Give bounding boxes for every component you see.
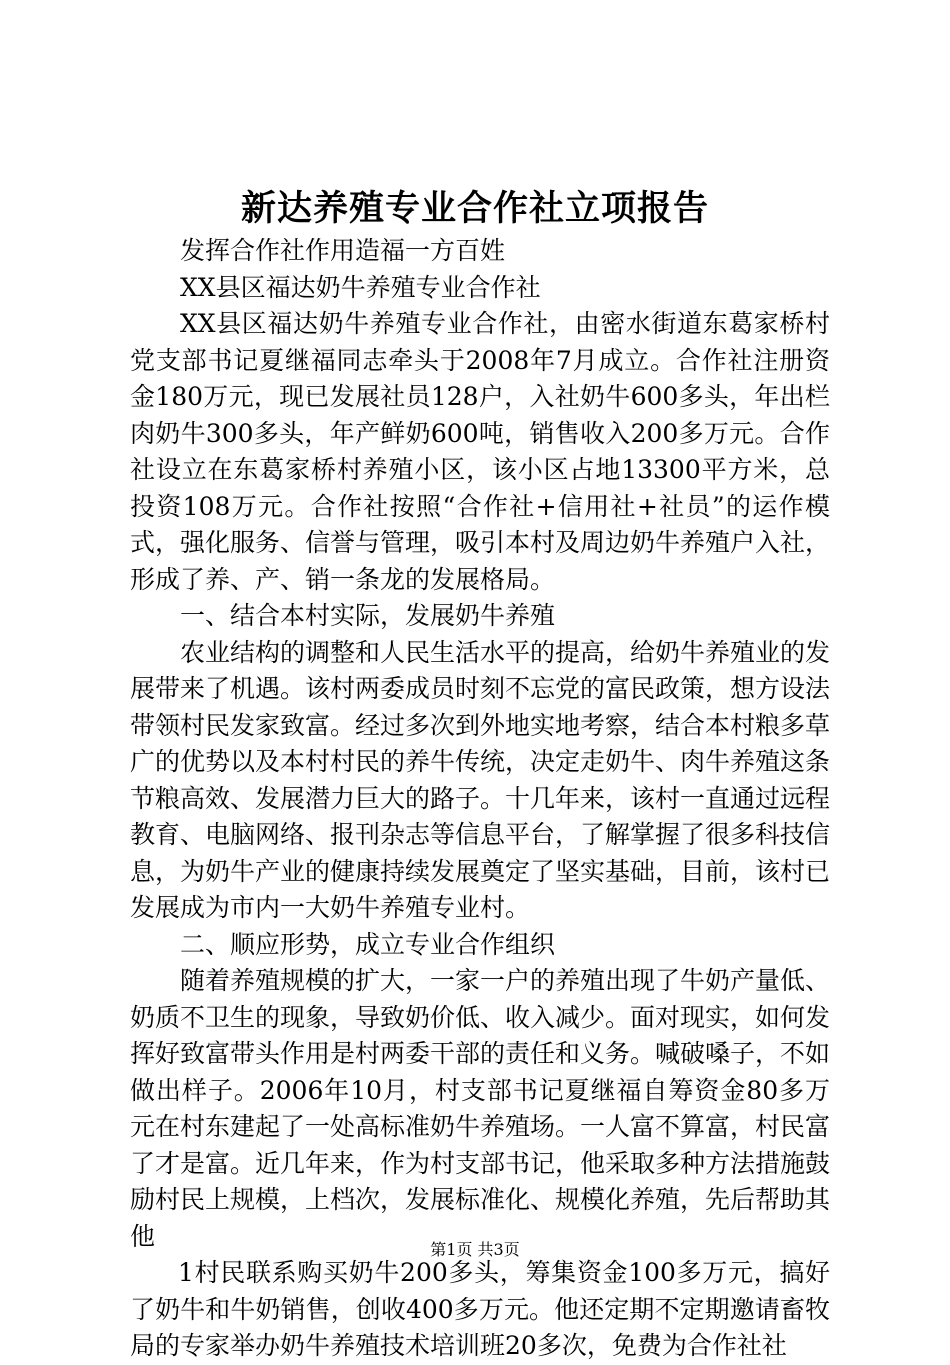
organization-line: XX县区福达奶牛养殖专业合作社 [180,272,541,302]
continuation-paragraph: 1村民联系购买奶牛200多头，筹集资金100多万元，搞好了奶牛和牛奶销售，创收400多万元。他还定期不定期邀请畜牧局的专家举办奶牛养殖技术培训班20多次，免费为合作社社 [130,1258,830,1360]
intro-paragraph: XX县区福达奶牛养殖专业合作社，由密水街道东葛家桥村党支部书记夏继福同志牵头于2008年7月成立。合作社注册资金180万元，现已发展社员128户，入社奶牛600多头，年出栏肉奶牛300多头，年产鲜奶600吨，销售收入200多万元。合作社设立在东葛家桥村养殖小区，该小区占地13300平方米，总投资108万元。合作社按照“合作社+信用社+社员”的运作模式，强化服务、信誉与管理，吸引本村及周边奶牛养殖户入社，形成了养、产、销一条龙的发展格局。 [130,309,831,594]
subtitle-line: 发挥合作社作用造福一方百姓 [180,236,506,265]
section-heading-2: 二、顺应形势，成立专业合作组织 [180,929,556,959]
document-title: 新达养殖专业合作社立项报告 [240,188,709,229]
page-footer: 第1页 共3页 [430,1240,520,1259]
document-body [130,233,830,1365]
section-2-paragraph: 随着养殖规模的扩大，一家一户的养殖出现了牛奶产量低、奶质不卫生的现象，导致奶价低、收入减少。面对现实，如何发挥好致富带头作用是村两委干部的责任和义务。喊破嗓子，不如做出样子。2006年10月，村支部书记夏继福自筹资金80多万元在村东建起了一处高标准奶牛养殖场。一人富不算富，村民富了才是富。近几年来，作为村支部书记，他采取多种方法措施鼓励村民上规模，上档次，发展标准化、规模化养殖，先后帮助其他 [130,966,831,1251]
section-heading-1: 一、结合本村实际，发展奶牛养殖 [180,601,556,630]
section-1-paragraph: 农业结构的调整和人民生活水平的提高，给奶牛养殖业的发展带来了机遇。该村两委成员时刻不忘党的富民政策，想方设法带领村民发家致富。经过多次到外地实地考察，结合本村粮多草广的优势以及本村村民的养牛传统，决定走奶牛、肉牛养殖这条节粮高效、发展潜力巨大的路子。十几年来，该村一直通过远程教育、电脑网络、报刊杂志等信息平台，了解掌握了很多科技信息，为奶牛产业的健康持续发展奠定了坚实基础，目前，该村已发展成为市内一大奶牛养殖专业村。 [130,637,831,922]
